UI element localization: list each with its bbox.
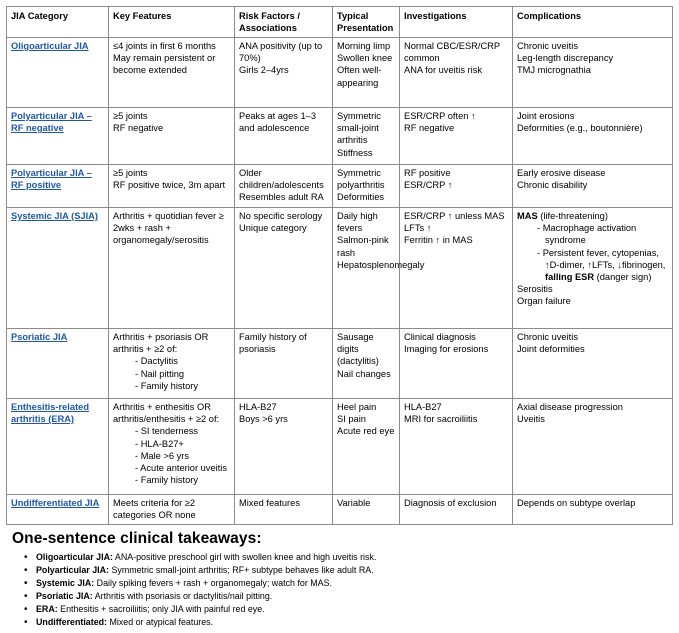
cell-line: MRI for sacroiliitis bbox=[404, 414, 478, 425]
risk-factors-cell bbox=[235, 108, 333, 165]
cell-line: Uveitis bbox=[517, 414, 545, 425]
cell-line: RF positive twice, 3m apart bbox=[113, 180, 226, 191]
cell-line: Diagnosis of exclusion bbox=[404, 498, 497, 508]
cell-line: No specific serology bbox=[239, 211, 323, 221]
investigations-cell bbox=[400, 329, 513, 399]
key-features-cell bbox=[109, 38, 235, 108]
cell-line: Daily high fevers bbox=[337, 211, 378, 234]
header-category: JIA Category bbox=[7, 7, 109, 38]
header-investigations: Investigations bbox=[400, 7, 513, 38]
cell-line: ANA for uveitis risk bbox=[404, 65, 483, 76]
investigations-cell bbox=[400, 399, 513, 495]
cell-line: Arthritis + quotidian fever ≥ 2wks + rash + organomegaly/serositis bbox=[113, 211, 224, 246]
cell-line: Meets criteria for ≥2 categories OR none bbox=[113, 498, 196, 521]
cell-line: Swollen knee bbox=[337, 53, 393, 64]
risk-factors-cell bbox=[235, 399, 333, 495]
header-risk-factors: Risk Factors / Associations bbox=[235, 7, 333, 38]
header-key-features: Key Features bbox=[109, 7, 235, 38]
cell-line: Unique category bbox=[239, 223, 307, 234]
key-features-cell bbox=[109, 208, 235, 329]
takeaway-text: ANA-positive preschool girl with swollen knee and high uveitis risk. bbox=[112, 552, 377, 562]
cell-line: ESR/CRP ↑ bbox=[404, 180, 453, 191]
presentation-cell bbox=[333, 165, 400, 208]
presentation-cell bbox=[333, 399, 400, 495]
presentation-cell bbox=[333, 329, 400, 399]
cell-line: TMJ micrognathia bbox=[517, 65, 591, 76]
key-features-cell bbox=[109, 399, 235, 495]
cell-line: RF negative bbox=[113, 123, 164, 134]
cell-line: Ferritin ↑ in MAS bbox=[404, 235, 473, 246]
criteria-sub-item: - Dactylitis bbox=[113, 355, 231, 367]
cell-line: Older children/adolescents bbox=[239, 168, 324, 191]
cell-line: Boys >6 yrs bbox=[239, 414, 288, 425]
complications-cell bbox=[513, 208, 673, 329]
category-link-psoriatic[interactable]: Psoriatic JIA bbox=[7, 329, 109, 399]
criteria-sub-item: - Male >6 yrs bbox=[113, 450, 231, 462]
mas-heading-rest: (life-threatening) bbox=[537, 211, 608, 221]
cell-line: Stiffness bbox=[337, 147, 373, 158]
cell-line: Leg-length discrepancy bbox=[517, 53, 614, 64]
takeaway-item bbox=[22, 603, 376, 616]
cell-line: Sausage digits (dactylitis) bbox=[337, 332, 379, 367]
cell-line: ANA positivity (up to 70%) bbox=[239, 41, 323, 64]
risk-factors-cell bbox=[235, 208, 333, 329]
mas-sub-text: Persistent fever, cytopenias, ↑D-dimer, ↑LFTs, ↓fibrinogen, bbox=[542, 247, 666, 270]
cell-line: Resembles adult RA bbox=[239, 192, 324, 203]
cell-line: Heel pain bbox=[337, 402, 377, 412]
cell-line: Normal CBC/ESR/CRP common bbox=[404, 41, 500, 64]
investigations-cell bbox=[400, 495, 513, 525]
cell-line: ≥5 joints bbox=[113, 111, 148, 121]
cell-line: May remain persistent or become extended bbox=[113, 53, 216, 76]
investigations-cell bbox=[400, 108, 513, 165]
risk-factors-cell bbox=[235, 38, 333, 108]
key-features-cell bbox=[109, 165, 235, 208]
criteria-sub-item: - SI tenderness bbox=[113, 425, 231, 437]
complications-cell bbox=[513, 38, 673, 108]
category-link-oligoarticular[interactable]: Oligoarticular JIA bbox=[7, 38, 109, 108]
cell-line: Arthritis + enthesitis OR arthritis/enthesitis + ≥2 of: bbox=[113, 402, 220, 425]
criteria-sub-item: - Acute anterior uveitis bbox=[113, 462, 231, 474]
takeaways-list bbox=[22, 551, 376, 630]
risk-factors-cell bbox=[235, 165, 333, 208]
cell-line: Deformities (e.g., boutonnière) bbox=[517, 123, 643, 134]
table-row bbox=[7, 329, 673, 399]
presentation-cell bbox=[333, 38, 400, 108]
header-complications: Complications bbox=[513, 7, 673, 38]
presentation-cell bbox=[333, 108, 400, 165]
category-link-poly-rf-negative[interactable]: Polyarticular JIA – RF negative bbox=[7, 108, 109, 165]
takeaway-label: Undifferentiated: bbox=[36, 617, 107, 628]
cell-line: LFTs ↑ bbox=[404, 223, 432, 234]
cell-line: ESR/CRP ↑ unless MAS bbox=[404, 211, 505, 221]
jia-table bbox=[6, 6, 673, 525]
table-row bbox=[7, 399, 673, 495]
cell-line: Chronic uveitis bbox=[517, 41, 578, 51]
cell-line: Clinical diagnosis bbox=[404, 332, 476, 342]
cell-line: Serositis bbox=[517, 284, 553, 295]
cell-line: Arthritis + psoriasis OR arthritis + ≥2 of: bbox=[113, 332, 209, 355]
cell-line: ≤4 joints in first 6 months bbox=[113, 41, 216, 51]
complications-cell bbox=[513, 108, 673, 165]
cell-line: ESR/CRP often ↑ bbox=[404, 111, 476, 121]
takeaway-text: Arthritis with psoriasis or dactylitis/nail pitting. bbox=[92, 591, 273, 602]
cell-line: Organ failure bbox=[517, 296, 571, 307]
complications-cell bbox=[513, 495, 673, 525]
category-link-poly-rf-positive[interactable]: Polyarticular JIA – RF positive bbox=[7, 165, 109, 208]
presentation-cell bbox=[333, 495, 400, 525]
cell-line: HLA-B27 bbox=[239, 402, 277, 412]
table-row bbox=[7, 208, 673, 329]
takeaway-item bbox=[22, 616, 376, 629]
cell-line: Nail changes bbox=[337, 368, 391, 379]
table-row bbox=[7, 165, 673, 208]
takeaway-text: Symmetric small-joint arthritis; RF+ subtype behaves like adult RA. bbox=[109, 565, 374, 576]
key-features-cell bbox=[109, 495, 235, 525]
key-features-cell bbox=[109, 329, 235, 399]
table-row bbox=[7, 108, 673, 165]
cell-line: Depends on subtype overlap bbox=[517, 498, 636, 508]
cell-line: Chronic disability bbox=[517, 180, 588, 191]
risk-factors-cell bbox=[235, 495, 333, 525]
cell-line: RF positive bbox=[404, 168, 451, 178]
cell-line: ≥5 joints bbox=[113, 168, 148, 178]
mas-sub-item: - Macrophage activation syndrome bbox=[517, 222, 669, 246]
criteria-sub-item: - Family history bbox=[113, 474, 231, 486]
cell-line: SI pain bbox=[337, 414, 366, 425]
takeaway-text: Daily spiking fevers + rash + organomegaly; watch for MAS. bbox=[94, 578, 332, 589]
mas-sub-text: (danger sign) bbox=[594, 272, 652, 283]
criteria-sub-item: - HLA-B27+ bbox=[113, 438, 231, 450]
criteria-sub-item: - Nail pitting bbox=[113, 368, 231, 380]
category-link-era[interactable]: Enthesitis-related arthritis (ERA) bbox=[7, 399, 109, 495]
cell-line: Symmetric polyarthritis bbox=[337, 168, 385, 191]
cell-line: Salmon-pink rash bbox=[337, 235, 389, 258]
cell-line: Imaging for erosions bbox=[404, 344, 489, 355]
cell-line: Deformities bbox=[337, 192, 385, 203]
mas-falling-esr: falling ESR bbox=[545, 272, 595, 283]
takeaway-label: Psoriatic JIA: bbox=[36, 591, 93, 602]
cell-line: Morning limp bbox=[337, 41, 391, 51]
takeaway-label: ERA: bbox=[36, 604, 58, 615]
criteria-sub-item: - Family history bbox=[113, 380, 231, 392]
cell-line: Joint deformities bbox=[517, 344, 585, 355]
investigations-cell bbox=[400, 38, 513, 108]
risk-factors-cell bbox=[235, 329, 333, 399]
key-features-cell bbox=[109, 108, 235, 165]
takeaway-item bbox=[22, 564, 376, 577]
table-row bbox=[7, 38, 673, 108]
complications-cell bbox=[513, 329, 673, 399]
mas-bold: MAS bbox=[517, 211, 538, 221]
takeaway-item bbox=[22, 590, 376, 603]
category-link-systemic[interactable]: Systemic JIA (SJIA) bbox=[7, 208, 109, 329]
mas-heading bbox=[517, 210, 669, 222]
table-row bbox=[7, 495, 673, 525]
cell-line: Chronic uveitis bbox=[517, 332, 578, 342]
cell-line: Axial disease progression bbox=[517, 402, 623, 412]
mas-sub-item bbox=[517, 247, 669, 284]
cell-line: Hepatosplenomegaly bbox=[337, 259, 425, 270]
takeaway-item bbox=[22, 577, 376, 590]
takeaway-label: Polyarticular JIA: bbox=[36, 565, 109, 576]
cell-line: Family history of psoriasis bbox=[239, 332, 307, 355]
complications-cell bbox=[513, 399, 673, 495]
cell-line: Peaks at ages 1–3 and adolescence bbox=[239, 111, 317, 134]
takeaway-item bbox=[22, 551, 376, 564]
cell-line: Early erosive disease bbox=[517, 168, 606, 178]
table-header-row bbox=[7, 7, 673, 38]
cell-line: Joint erosions bbox=[517, 111, 575, 121]
takeaway-label: Oligoarticular JIA: bbox=[36, 552, 113, 562]
takeaway-text: Mixed or atypical features. bbox=[107, 617, 214, 628]
header-presentation: Typical Presentation bbox=[333, 7, 400, 38]
cell-line: RF negative bbox=[404, 123, 455, 134]
complications-cell bbox=[513, 165, 673, 208]
cell-line: Acute red eye bbox=[337, 426, 395, 437]
cell-line: Mixed features bbox=[239, 498, 300, 508]
cell-line: Often well-appearing bbox=[337, 65, 382, 88]
cell-line: Girls 2–4yrs bbox=[239, 65, 289, 76]
takeaway-text: Enthesitis + sacroiliitis; only JIA with painful red eye. bbox=[57, 604, 265, 615]
cell-line: Variable bbox=[337, 498, 371, 508]
cell-line: HLA-B27 bbox=[404, 402, 442, 412]
category-link-undifferentiated[interactable]: Undifferentiated JIA bbox=[7, 495, 109, 525]
cell-line: Symmetric small-joint arthritis bbox=[337, 111, 381, 146]
investigations-cell bbox=[400, 165, 513, 208]
takeaways-title: One-sentence clinical takeaways: bbox=[12, 530, 262, 547]
takeaway-label: Systemic JIA: bbox=[36, 578, 95, 589]
